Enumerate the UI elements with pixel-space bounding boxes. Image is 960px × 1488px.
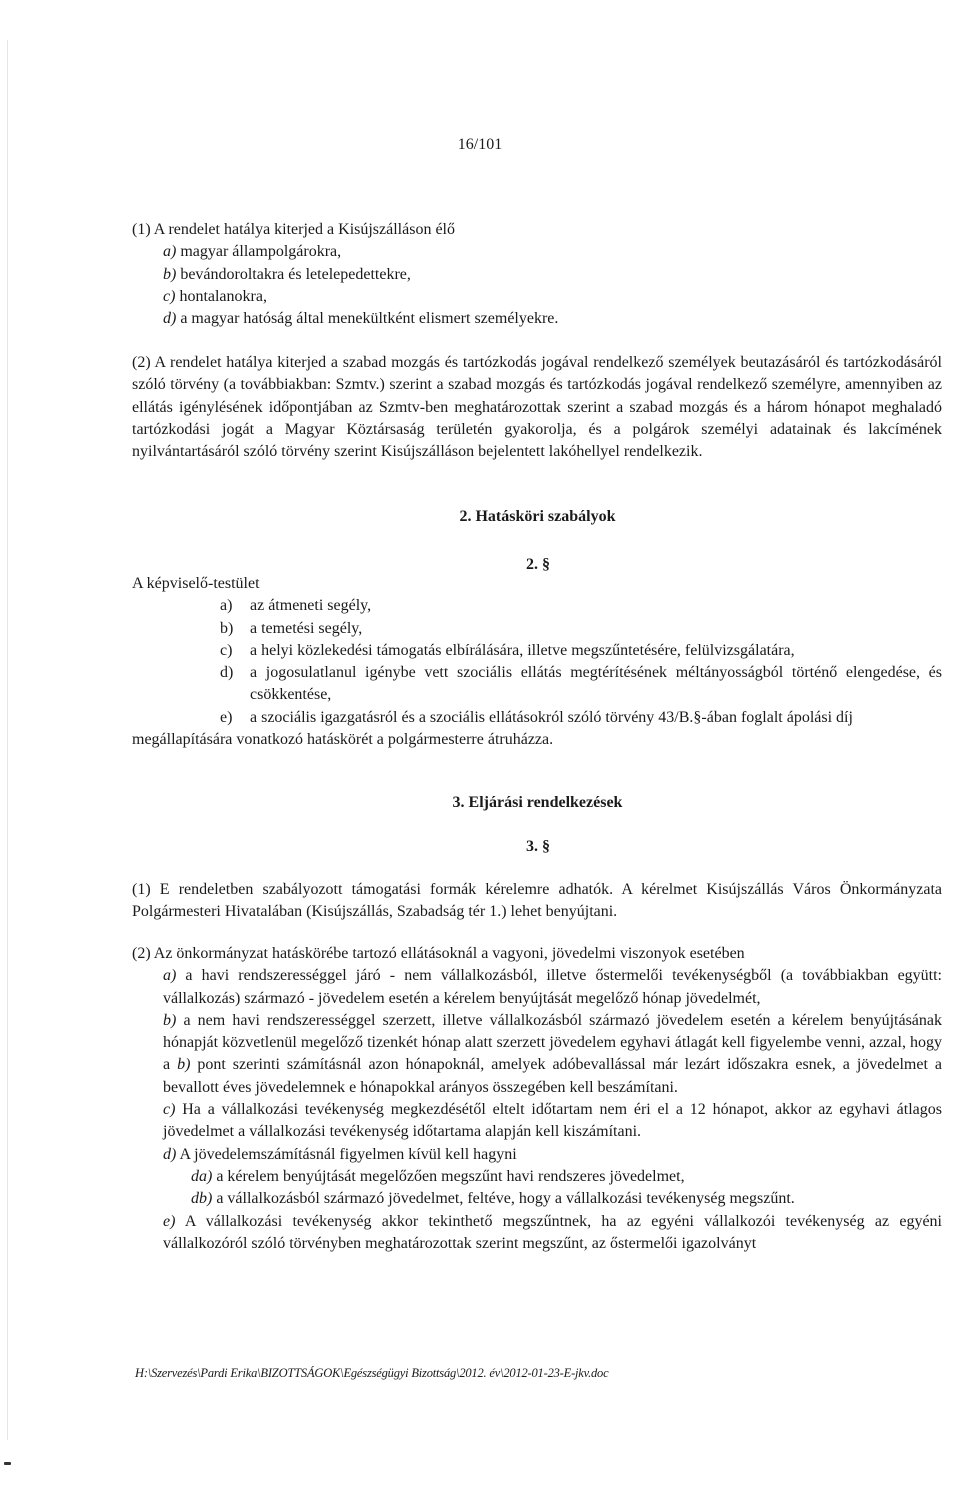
competence-item-a: a) az átmeneti segély, [220, 597, 372, 615]
paragraph-sign-2: 2. § [526, 556, 550, 573]
page-number: 16/101 [457, 136, 503, 153]
scope-item-c: c) hontalanokra, [163, 287, 267, 305]
scan-artifact [4, 1462, 11, 1465]
competence-intro: A képviselő-testület [132, 575, 260, 592]
income-item-d: d) A jövedelemszámításnál figyelmen kívül kell hagyni [163, 1145, 517, 1163]
competence-closing: megállapítására vonatkozó hatáskörét a polgármesterre átruházza. [132, 731, 554, 749]
procedure-paragraph-2 [132, 943, 942, 1255]
competence-item-e: e) a szociális igazgatásról és a szociális ellátásokról szóló törvény 43/B.§-ában foglalt ápolási díj [220, 708, 853, 726]
competence-item-d: d) a jogosulatlanul igénybe vett szociális ellátás megtérítésének méltányosságból történő elengedése, és csökkentése, [220, 664, 942, 704]
income-intro: (2) Az önkormányzat hatáskörébe tartozó ellátásoknál a vagyoni, jövedelmi viszonyok esetében [132, 945, 745, 962]
competence-item-b: b) a temetési segély, [220, 619, 363, 637]
scope-paragraph-2: (2) A rendelet hatálya kiterjed a szabad mozgás és tartózkodás jogával rendelkező személyek beutazásáról és tartózkodásáról szóló törvény (a továbbiakban: Szmtv.) szerint a szabad mozgás és tartózkodás jogával rendelkező személyre, amennyiben az ellátás igénylésének időpontjában az Szmtv-ben meghatározottak szerint a szabad mozgás és a három hónapot meghaladó tartózkodási jogát a Magyar Köztársaság területén gyakorolja, és a polgárok személyi adatainak és lakcímének nyilvántartásáról szóló törvény szerint Kisújszálláson bejelentett lakóhellyel rendelkezik. [132, 354, 942, 461]
procedure-paragraph-1: (1) E rendeletben szabályozott támogatási formák kérelemre adhatók. A kérelmet Kisújszállás Város Önkormányzata Polgármesteri Hivatalában (Kisújszállás, Szabadság tér 1.) lehet benyújtani. [132, 881, 942, 921]
income-item-b: b) a nem havi rendszerességgel szerzett, illetve vállalkozásból származó jövedelem esetén a kérelem benyújtásának hónapját közvetlenül megelőző tizenkét hónap alatt szerzett jövedelem egyhavi átlagát kell figyelembe venni, azzal, hogy a b) pont szerinti számításnál azon hónapoknál, amelyek adóbevallással már lezárt időszakra esnek, a jövedelmet a bevallott éves jövedelemnek e hónapokkal arányos összegében kell beszámítani. [163, 1011, 942, 1096]
competence-list [132, 573, 942, 751]
scan-margin-line [7, 40, 8, 1440]
income-item-a: a) a havi rendszerességgel járó - nem vállalkozásból, illetve őstermelői tevékenységből (a továbbiakban együtt: vállalkozás) származó - jövedelem esetén a kérelem benyújtását megelőző hónap jövedelmét, [163, 967, 942, 1007]
scope-paragraph-1 [132, 219, 942, 330]
scope-item-a: a) magyar állampolgárokra, [163, 243, 342, 261]
section-heading-2: 2. Hatásköri szabályok [459, 508, 616, 525]
scope-intro: (1) A rendelet hatálya kiterjed a Kisújszálláson élő [132, 221, 455, 238]
paragraph-sign-3: 3. § [526, 838, 550, 855]
scope-item-d: d) a magyar hatóság által menekültként elismert személyekre. [163, 310, 559, 328]
income-item-e: e) A vállalkozási tevékenység akkor tekinthető megszűntnek, ha az egyéni vállalkozói tevékenység az egyéni vállalkozóról szóló törvényben meghatározottak szerint megszűnt, az őstermelői igazolványt [163, 1212, 942, 1252]
scope-item-b: b) bevándoroltakra és letelepedettekre, [163, 265, 411, 283]
competence-item-c: c) a helyi közlekedési támogatás elbírálására, illetve megszűntetésére, felülvizsgálatára, [220, 641, 795, 659]
file-path-footer: H:\Szervezés\Pardi Erika\BIZOTTSÁGOK\Egészségügyi Bizottság\2012. év\2012-01-23-E-jkv.doc [135, 1366, 609, 1380]
income-item-c: c) Ha a vállalkozási tevékenység megkezdésétől eltelt időtartam nem éri el a 12 hónapot, akkor az egyhavi átlagos jövedelmet a vállalkozási tevékenység időtartama alapján kell kiszámítani. [163, 1101, 942, 1141]
income-item-db: db) a vállalkozásból származó jövedelmet, feltéve, hogy a vállalkozási tevékenység megszűnt. [191, 1190, 795, 1208]
section-heading-3: 3. Eljárási rendelkezések [452, 794, 623, 811]
income-item-da: da) a kérelem benyújtását megelőzően megszűnt havi rendszeres jövedelmet, [191, 1167, 685, 1185]
